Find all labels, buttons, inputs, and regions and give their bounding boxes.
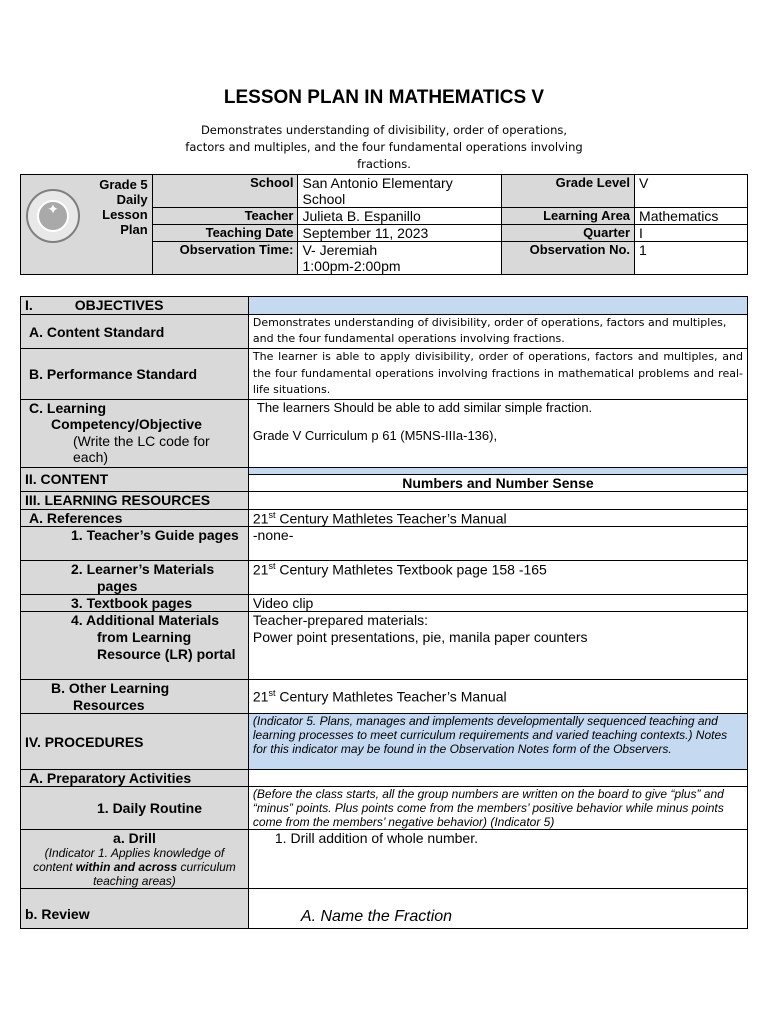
drill-value: 1. Drill addition of whole number. xyxy=(248,830,747,889)
resources-heading: III. LEARNING RESOURCES xyxy=(21,491,249,509)
page-title: LESSON PLAN IN MATHEMATICS V xyxy=(223,87,545,108)
competency-objective: The learners Should be able to add similar simple fraction. xyxy=(256,399,593,415)
references-value xyxy=(248,509,747,527)
content-standard-label: A. Content Standard xyxy=(21,315,249,349)
additional-line1: Teacher-prepared materials: xyxy=(252,612,428,629)
tb-label: 3. Textbook pages xyxy=(21,595,249,612)
teacher-label: Teacher xyxy=(152,208,298,225)
references-pre: 21 xyxy=(252,510,269,527)
procedures-note: (Indicator 5. Plans, manages and implements developmentally sequenced teaching and learning processes to meet curriculum requirements and varied teaching contexts.) Notes for this indicator may be found in the Observation Notes form of the Observers. xyxy=(248,714,747,770)
references-sup: st xyxy=(268,509,276,520)
other-label: B. Other Learning Resources xyxy=(21,680,249,714)
competency-note: (Write the LC code for each) xyxy=(73,432,210,465)
content-heading: II. CONTENT xyxy=(21,467,249,491)
lm-pre: 21 xyxy=(252,561,269,578)
date-value: September 11, 2023 xyxy=(298,225,502,242)
lm-post: Century Mathletes Textbook page 158 -165 xyxy=(275,561,547,578)
review-value: A. Name the Fraction xyxy=(248,889,747,929)
additional-line2: Power point presentations, pie, manila paper counters xyxy=(252,628,588,645)
performance-standard-value: The learner is able to apply divisibility, order of operations, factors and multiples, and the four fundamental operations involving fractions in mathematical problems and real-life situations. xyxy=(248,349,747,400)
lm-value xyxy=(248,561,747,595)
grade-label: Grade 5 Daily Lesson Plan xyxy=(99,177,148,237)
learning-area-label: Learning Area xyxy=(502,208,635,225)
objectives-value xyxy=(248,297,747,315)
routine-label: 1. Daily Routine xyxy=(21,787,249,830)
obs-time-class: V- Jeremiah xyxy=(302,242,378,258)
school-value: San Antonio Elementary School xyxy=(298,175,502,208)
tb-value: Video clip xyxy=(248,595,747,612)
learning-area-value: Mathematics xyxy=(635,208,748,225)
drill-note-pre: (Indicator 1. Applies knowledge of content xyxy=(33,846,225,875)
content-standard-value: Demonstrates understanding of divisibility, order of operations, factors and multiples, and the four fundamental operations involving fractions. xyxy=(248,315,747,349)
additional-label: 4. Additional Materials from Learning Resource (LR) portal xyxy=(21,612,249,680)
header-table xyxy=(20,174,748,275)
competency-cell xyxy=(21,399,249,467)
quarter-value: I xyxy=(635,225,748,242)
tg-value: -none- xyxy=(248,527,747,561)
obs-time-value xyxy=(298,242,502,275)
obs-no-label: Observation No. xyxy=(502,242,635,275)
competency-value xyxy=(248,399,747,467)
competency-label: C. Learning Competency/Objective xyxy=(29,399,202,432)
lesson-plan-table xyxy=(20,296,748,929)
grade-level-label: Grade Level xyxy=(502,175,635,208)
objectives-num: I. xyxy=(25,297,33,313)
resources-value xyxy=(248,491,747,509)
obs-time-label: Observation Time: xyxy=(152,242,298,275)
other-sup: st xyxy=(268,688,276,699)
references-label: A. References xyxy=(21,509,249,527)
objectives-label: OBJECTIVES xyxy=(74,297,164,313)
competency-code: Grade V Curriculum p 61 (M5NS-IIIa-136), xyxy=(252,427,498,443)
deped-seal-icon: ✦ xyxy=(26,189,80,243)
school-label: School xyxy=(152,175,298,208)
lm-sup: st xyxy=(268,561,276,572)
performance-standard-label: B. Performance Standard xyxy=(21,349,249,400)
other-pre: 21 xyxy=(252,688,269,705)
content-band xyxy=(248,467,747,474)
logo-grade-cell xyxy=(21,175,153,275)
other-post: Century Mathletes Teacher’s Manual xyxy=(275,688,507,705)
page-subtitle: Demonstrates understanding of divisibility, order of operations, factors and multiples, and the four fundamental operations involving fractions. xyxy=(185,123,583,171)
prep-value xyxy=(248,770,747,787)
lm-label: 2. Learner’s Materials pages xyxy=(21,561,249,595)
procedures-heading: IV. PROCEDURES xyxy=(21,714,249,770)
obs-no-value: 1 xyxy=(635,242,748,275)
teacher-value: Julieta B. Espanillo xyxy=(298,208,502,225)
date-label: Teaching Date xyxy=(152,225,298,242)
drill-note xyxy=(25,846,244,888)
objectives-heading xyxy=(21,297,249,315)
grade-level-value: V xyxy=(635,175,748,208)
quarter-label: Quarter xyxy=(502,225,635,242)
tg-label: 1. Teacher’s Guide pages xyxy=(21,527,249,561)
drill-note-post: curriculum teaching areas) xyxy=(93,860,236,889)
drill-label: a. Drill xyxy=(113,830,156,847)
prep-label: A. Preparatory Activities xyxy=(21,770,249,787)
drill-note-bold: within and across xyxy=(75,860,178,875)
other-value xyxy=(248,680,747,714)
content-value: Numbers and Number Sense xyxy=(248,474,747,491)
additional-value xyxy=(248,612,747,680)
review-label: b. Review xyxy=(21,889,249,929)
references-post: Century Mathletes Teacher’s Manual xyxy=(275,510,507,527)
routine-note: (Before the class starts, all the group numbers are written on the board to give “plus” and “minus” points. Plus points come from the members’ positive behavior while minus points come from the members’ negative behavior) (Indicator 5) xyxy=(248,787,747,830)
obs-time-hours: 1:00pm-2:00pm xyxy=(302,258,401,274)
drill-cell xyxy=(21,830,249,889)
